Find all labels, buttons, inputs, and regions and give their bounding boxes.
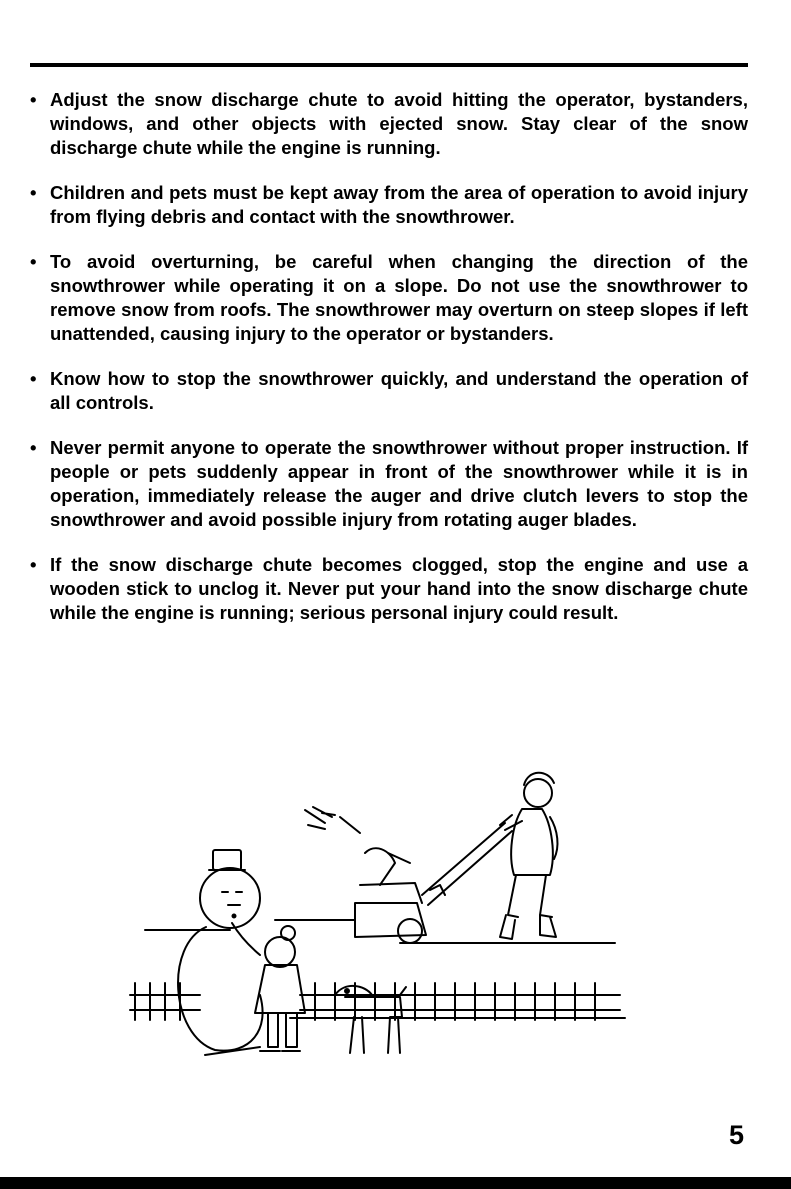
- bullet-marker: •: [30, 182, 37, 203]
- bullet-marker: •: [30, 554, 37, 575]
- bullet-text: To avoid overturning, be careful when changing the direction of the snowthrower while operating it on a slope. Do not use the snowthrower to remove snow from roofs. The snowthrower may overturn on steep slopes if left unattended, causing injury to the operator or bystanders.: [50, 251, 748, 344]
- page-number: 5: [728, 1120, 744, 1150]
- bullet-text: Know how to stop the snowthrower quickly, and understand the operation of all controls.: [50, 368, 748, 413]
- bullet-text: Children and pets must be kept away from the area of operation to avoid injury from flying debris and contact with the snowthrower.: [50, 182, 748, 227]
- bullet-marker: •: [30, 368, 37, 389]
- snowthrower: [355, 815, 512, 943]
- bullet-text: Never permit anyone to operate the snowthrower without proper instruction. If people or pets suddenly appear in front of the snowthrower while it is in operation, immediately release the auger and drive clutch levers to stop the snowthrower and avoid possible injury from rotating auger blades.: [50, 437, 748, 530]
- bullet-marker: •: [30, 251, 37, 272]
- child-figure: [232, 923, 305, 1051]
- snowthrower-scene-illustration: [110, 755, 650, 1065]
- bullet-text: Adjust the snow discharge chute to avoid hitting the operator, bystanders, windows, and other objects with ejected snow. Stay clear of the snow discharge chute while the engine is running.: [50, 89, 748, 158]
- bullet-item: [28, 367, 748, 415]
- bullet-item: [28, 88, 748, 160]
- fence: [130, 983, 625, 1020]
- snow-spray: [305, 807, 360, 833]
- operator-figure: [500, 773, 557, 939]
- bullet-item: [28, 436, 748, 532]
- bullet-item: [28, 181, 748, 229]
- bullet-item: [28, 250, 748, 346]
- top-rule: [30, 63, 748, 67]
- bullet-marker: •: [30, 89, 37, 110]
- bullet-marker: •: [30, 437, 37, 458]
- bottom-border-bar: [0, 1177, 791, 1189]
- ground-lines: [145, 920, 615, 1055]
- safety-bullet-list: [28, 88, 748, 646]
- bullet-text: If the snow discharge chute becomes clogged, stop the engine and use a wooden stick to unclog it. Never put your hand into the snow discharge chute while the engine is running; serious personal injury could result.: [50, 554, 748, 623]
- bullet-item: [28, 553, 748, 625]
- snowman: [178, 850, 263, 1051]
